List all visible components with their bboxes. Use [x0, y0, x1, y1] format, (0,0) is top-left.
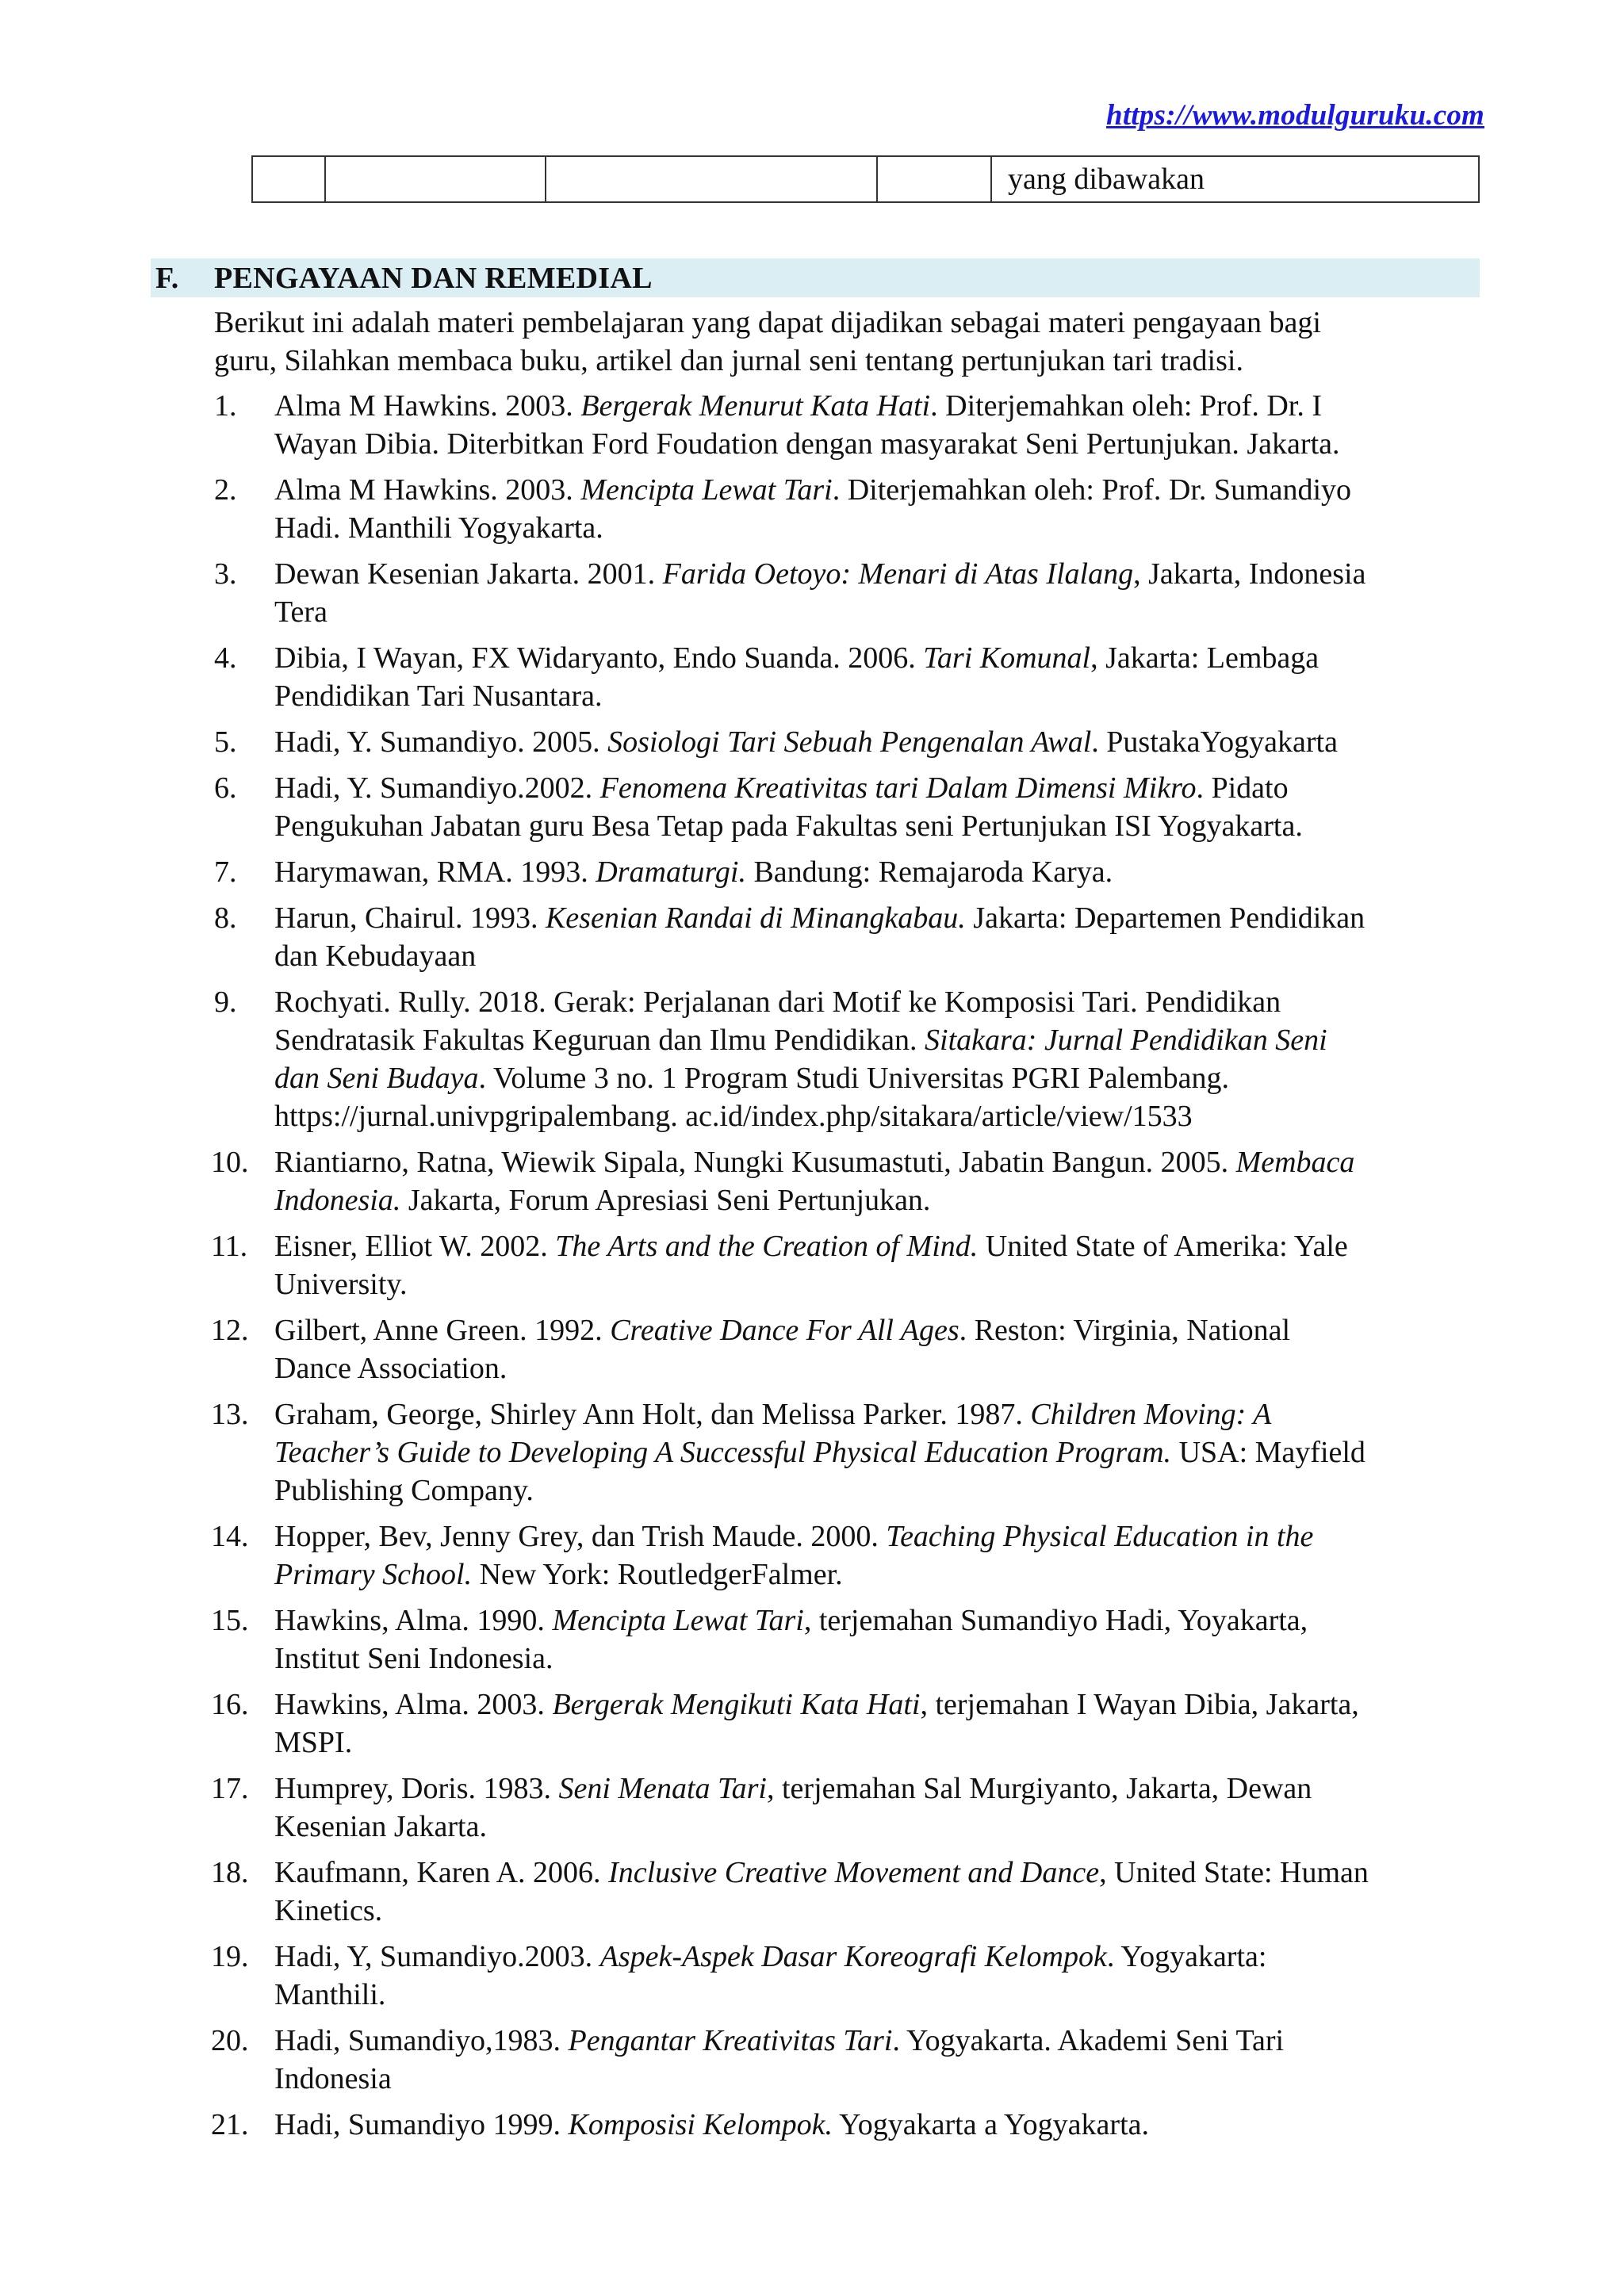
- reference-text: United State of Amerika: Yale: [978, 1230, 1348, 1263]
- reference-line: [274, 2060, 1483, 2098]
- reference-text: Tera: [274, 595, 327, 629]
- reference-line: [274, 509, 1483, 547]
- reference-text: USA: Mayfield: [1171, 1436, 1365, 1469]
- reference-title-text: Pengantar Kreativitas Tari: [568, 2024, 893, 2057]
- table-cell: [252, 156, 325, 202]
- reference-title-text: Bergerak Mengikuti Kata Hati: [552, 1688, 921, 1721]
- reference-line: [274, 1517, 1483, 1556]
- reference-title-text: Children Moving: A: [1030, 1398, 1272, 1431]
- reference-text: Humprey, Doris. 1983.: [274, 1772, 559, 1805]
- reference-number: 14.: [211, 1520, 249, 1553]
- reference-line: [274, 1938, 1483, 1976]
- reference-item: [211, 2022, 1483, 2098]
- reference-text: Manthili.: [274, 1978, 386, 2011]
- reference-text: Yogyakarta a Yogyakarta.: [833, 2108, 1149, 2141]
- reference-text: Kesenian Jakarta.: [274, 1810, 487, 1843]
- reference-item: [214, 471, 1483, 547]
- reference-item: [211, 1770, 1483, 1846]
- reference-title-text: Fenomena Kreativitas tari Dalam Dimensi Mikro: [599, 771, 1197, 805]
- reference-text: Publishing Company.: [274, 1474, 534, 1507]
- reference-number: 9.: [214, 985, 237, 1019]
- reference-line: [274, 853, 1483, 891]
- reference-line: [274, 1471, 1483, 1510]
- reference-line: [274, 639, 1483, 677]
- reference-text: Institut Seni Indonesia.: [274, 1642, 553, 1675]
- reference-line: [274, 723, 1483, 761]
- reference-line: [274, 1686, 1483, 1724]
- reference-line: [274, 1640, 1483, 1678]
- reference-line: [274, 1227, 1483, 1265]
- reference-text: Hadi, Y, Sumandiyo.2003.: [274, 1940, 600, 1973]
- reference-line: [274, 1892, 1483, 1930]
- reference-line: [274, 2106, 1483, 2144]
- reference-item: [214, 769, 1483, 845]
- reference-item: [214, 853, 1483, 891]
- reference-text: dan Kebudayaan: [274, 939, 477, 973]
- reference-title-text: Farida Oetoyo: Menari di Atas Ilalang: [662, 557, 1134, 591]
- reference-line: [274, 471, 1483, 509]
- carryover-table: [251, 155, 1480, 203]
- reference-line: [274, 1556, 1483, 1594]
- reference-line: [274, 1143, 1483, 1181]
- table-row: [252, 156, 1479, 202]
- reference-text: Hopper, Bev, Jenny Grey, dan Trish Maude. 2000.: [274, 1520, 887, 1553]
- reference-text: Sendratasik Fakultas Keguruan dan Ilmu Pendidikan.: [274, 1024, 925, 1057]
- reference-number: 19.: [211, 1940, 249, 1973]
- reference-number: 15.: [211, 1604, 249, 1637]
- reference-text: Dibia, I Wayan, FX Widaryanto, Endo Suanda. 2006.: [274, 641, 924, 675]
- reference-number: 2.: [214, 473, 237, 507]
- reference-text: Hawkins, Alma. 1990.: [274, 1604, 553, 1637]
- reference-text: , terjemahan Sal Murgiyanto, Jakarta, Dewan: [767, 1772, 1312, 1805]
- reference-number: 1.: [214, 389, 237, 423]
- reference-line: [274, 1265, 1483, 1303]
- reference-item: [211, 2106, 1483, 2144]
- reference-line: [274, 1724, 1483, 1762]
- reference-text: . Diterjemahkan oleh: Prof. Dr. Sumandiyo: [832, 473, 1352, 507]
- reference-text: Graham, George, Shirley Ann Holt, dan Melissa Parker. 1987.: [274, 1398, 1031, 1431]
- reference-text: Harun, Chairul. 1993.: [274, 901, 546, 935]
- reference-line: [274, 677, 1483, 715]
- reference-title-text: dan Seni Budaya: [274, 1062, 479, 1095]
- reference-number: 5.: [214, 725, 237, 759]
- reference-text: . PustakaYogyakarta: [1091, 725, 1338, 759]
- reference-line: [274, 899, 1483, 937]
- reference-item: [211, 1601, 1483, 1678]
- reference-text: . Reston: Virginia, National: [959, 1314, 1291, 1347]
- reference-title-text: Bergerak Menurut Kata Hati: [580, 389, 931, 423]
- reference-title-text: Kesenian Randai di Minangkabau.: [545, 901, 966, 935]
- reference-item: [211, 1311, 1483, 1387]
- reference-item: [211, 1395, 1483, 1510]
- reference-line: [274, 1601, 1483, 1640]
- table-cell: [325, 156, 546, 202]
- reference-text: Pendidikan Tari Nusantara.: [274, 679, 603, 713]
- reference-text: Riantiarno, Ratna, Wiewik Sipala, Nungki Kusumastuti, Jabatin Bangun. 2005.: [274, 1146, 1236, 1179]
- table-cell: [546, 156, 877, 202]
- reference-title-text: Teacher’s Guide to Developing A Successful Physical Education Program.: [274, 1436, 1172, 1469]
- reference-number: 16.: [211, 1688, 249, 1721]
- reference-number: 12.: [211, 1314, 249, 1347]
- reference-text: . Diterjemahkan oleh: Prof. Dr. I: [930, 389, 1322, 423]
- reference-title-text: Seni Menata Tari: [558, 1772, 767, 1805]
- reference-text: MSPI.: [274, 1726, 353, 1759]
- reference-line: [274, 1976, 1483, 2014]
- reference-line: [274, 1854, 1483, 1892]
- reference-text: Indonesia: [274, 2062, 392, 2095]
- reference-text: . Pidato: [1196, 771, 1289, 805]
- reference-text: Alma M Hawkins. 2003.: [274, 473, 581, 507]
- reference-text: Dewan Kesenian Jakarta. 2001.: [274, 557, 663, 591]
- reference-list: [211, 387, 1483, 2152]
- reference-number: 13.: [211, 1398, 249, 1431]
- table-cell: [877, 156, 991, 202]
- reference-number: 17.: [211, 1772, 249, 1805]
- reference-item: [214, 899, 1483, 975]
- reference-line: [274, 769, 1483, 807]
- reference-title-text: Teaching Physical Education in the: [886, 1520, 1314, 1553]
- reference-text: Hadi, Y. Sumandiyo. 2005.: [274, 725, 608, 759]
- reference-text: Harymawan, RMA. 1993.: [274, 855, 596, 889]
- reference-text: , terjemahan I Wayan Dibia, Jakarta,: [920, 1688, 1359, 1721]
- reference-text: Dance Association.: [274, 1352, 508, 1385]
- reference-number: 6.: [214, 771, 237, 805]
- reference-line: [274, 425, 1483, 463]
- reference-text: Rochyati. Rully. 2018. Gerak: Perjalanan dari Motif ke Komposisi Tari. Pendidikan: [274, 985, 1281, 1019]
- reference-number: 18.: [211, 1856, 249, 1889]
- reference-item: [214, 387, 1483, 463]
- reference-title-text: Tari Komunal: [923, 641, 1091, 675]
- reference-text: Hawkins, Alma. 2003.: [274, 1688, 553, 1721]
- reference-number: 11.: [211, 1230, 248, 1263]
- reference-line: [274, 937, 1483, 975]
- reference-item: [211, 1143, 1483, 1219]
- reference-text: Hadi, Sumandiyo 1999.: [274, 2108, 569, 2141]
- section-intro: [214, 304, 1483, 380]
- reference-title-text: Creative Dance For All Ages: [610, 1314, 959, 1347]
- reference-text: Wayan Dibia. Diterbitkan Ford Foudation dengan masyarakat Seni Pertunjukan. Jakarta.: [274, 427, 1340, 461]
- reference-number: 7.: [214, 855, 237, 889]
- reference-title-text: Aspek-Aspek Dasar Koreografi Kelompok: [599, 1940, 1107, 1973]
- reference-text: University.: [274, 1268, 408, 1301]
- header-url-link[interactable]: https://www.modulguruku.com: [1106, 99, 1484, 132]
- reference-text: New York: RoutledgerFalmer.: [472, 1558, 843, 1591]
- reference-title-text: Primary School.: [274, 1558, 473, 1591]
- reference-text: Bandung: Remajaroda Karya.: [745, 855, 1113, 889]
- reference-text: Hadi. Manthili Yogyakarta.: [274, 511, 603, 545]
- reference-title-text: The Arts and the Creation of Mind.: [555, 1230, 979, 1263]
- reference-text: Gilbert, Anne Green. 1992.: [274, 1314, 611, 1347]
- reference-text: Alma M Hawkins. 2003.: [274, 389, 581, 423]
- reference-text: Eisner, Elliot W. 2002.: [274, 1230, 556, 1263]
- reference-line: [274, 1770, 1483, 1808]
- reference-title-text: Inclusive Creative Movement and Dance: [608, 1856, 1100, 1889]
- reference-item: [214, 555, 1483, 631]
- reference-text: , Jakarta: Lembaga: [1090, 641, 1320, 675]
- reference-line: [274, 983, 1483, 1021]
- reference-line: [274, 1311, 1483, 1349]
- section-number: F.: [155, 262, 179, 295]
- reference-text: . Yogyakarta. Akademi Seni Tari: [892, 2024, 1285, 2057]
- reference-item: [211, 1686, 1483, 1762]
- reference-text: . Volume 3 no. 1 Program Studi Universitas PGRI Palembang.: [478, 1062, 1229, 1095]
- reference-number: 8.: [214, 901, 237, 935]
- reference-text: Pengukuhan Jabatan guru Besa Tetap pada Fakultas seni Pertunjukan ISI Yogyakarta.: [274, 809, 1303, 843]
- reference-title-text: Mencipta Lewat Tari: [552, 1604, 804, 1637]
- reference-item: [214, 723, 1483, 761]
- reference-title-text: Sitakara: Jurnal Pendidikan Seni: [925, 1024, 1327, 1057]
- reference-line: [274, 387, 1483, 425]
- reference-line: [274, 1059, 1483, 1097]
- reference-number: 4.: [214, 641, 237, 675]
- reference-text: , United State: Human: [1099, 1856, 1369, 1889]
- reference-line: [274, 1349, 1483, 1387]
- reference-line: [274, 1808, 1483, 1846]
- reference-text: , Jakarta, Indonesia: [1133, 557, 1366, 591]
- table-cell: yang dibawakan: [991, 156, 1479, 202]
- reference-line: [274, 555, 1483, 593]
- reference-line: [274, 593, 1483, 631]
- reference-item: [211, 1517, 1483, 1594]
- reference-line: [274, 1181, 1483, 1219]
- reference-title-text: Dramaturgi.: [596, 855, 746, 889]
- reference-text: Jakarta, Forum Apresiasi Seni Pertunjukan.: [400, 1184, 931, 1217]
- reference-title-text: Membaca: [1235, 1146, 1355, 1179]
- reference-text: Kaufmann, Karen A. 2006.: [274, 1856, 609, 1889]
- reference-number: 20.: [211, 2024, 249, 2057]
- reference-item: [211, 1227, 1483, 1303]
- reference-number: 21.: [211, 2108, 249, 2141]
- reference-item: [214, 639, 1483, 715]
- reference-title-text: Komposisi Kelompok.: [568, 2108, 833, 2141]
- reference-text: Jakarta: Departemen Pendidikan: [965, 901, 1365, 935]
- reference-item: [211, 1854, 1483, 1930]
- reference-text: https://jurnal.univpgripalembang. ac.id/index.php/sitakara/article/view/1533: [274, 1100, 1193, 1133]
- reference-line: [274, 1021, 1483, 1059]
- reference-item: [211, 1938, 1483, 2014]
- reference-line: [274, 807, 1483, 845]
- reference-line: [274, 2022, 1483, 2060]
- reference-text: . Yogyakarta:: [1106, 1940, 1267, 1973]
- reference-number: 3.: [214, 557, 237, 591]
- reference-text: Kinetics.: [274, 1894, 383, 1927]
- intro-line: guru, Silahkan membaca buku, artikel dan jurnal seni tentang pertunjukan tari tradisi.: [214, 344, 1243, 377]
- intro-line: Berikut ini adalah materi pembelajaran yang dapat dijadikan sebagai materi pengayaan bagi: [214, 306, 1321, 339]
- section-title: PENGAYAAN DAN REMEDIAL: [214, 262, 653, 295]
- reference-title-text: Indonesia.: [274, 1184, 401, 1217]
- reference-number: 10.: [211, 1146, 249, 1179]
- reference-line: [274, 1395, 1483, 1433]
- reference-title-text: Mencipta Lewat Tari: [580, 473, 833, 507]
- reference-item: [214, 983, 1483, 1135]
- reference-text: , terjemahan Sumandiyo Hadi, Yoyakarta,: [803, 1604, 1308, 1637]
- reference-text: Hadi, Y. Sumandiyo.2002.: [274, 771, 600, 805]
- reference-line: [274, 1097, 1483, 1135]
- reference-text: Hadi, Sumandiyo,1983.: [274, 2024, 569, 2057]
- reference-line: [274, 1433, 1483, 1471]
- reference-title-text: Sosiologi Tari Sebuah Pengenalan Awal: [607, 725, 1092, 759]
